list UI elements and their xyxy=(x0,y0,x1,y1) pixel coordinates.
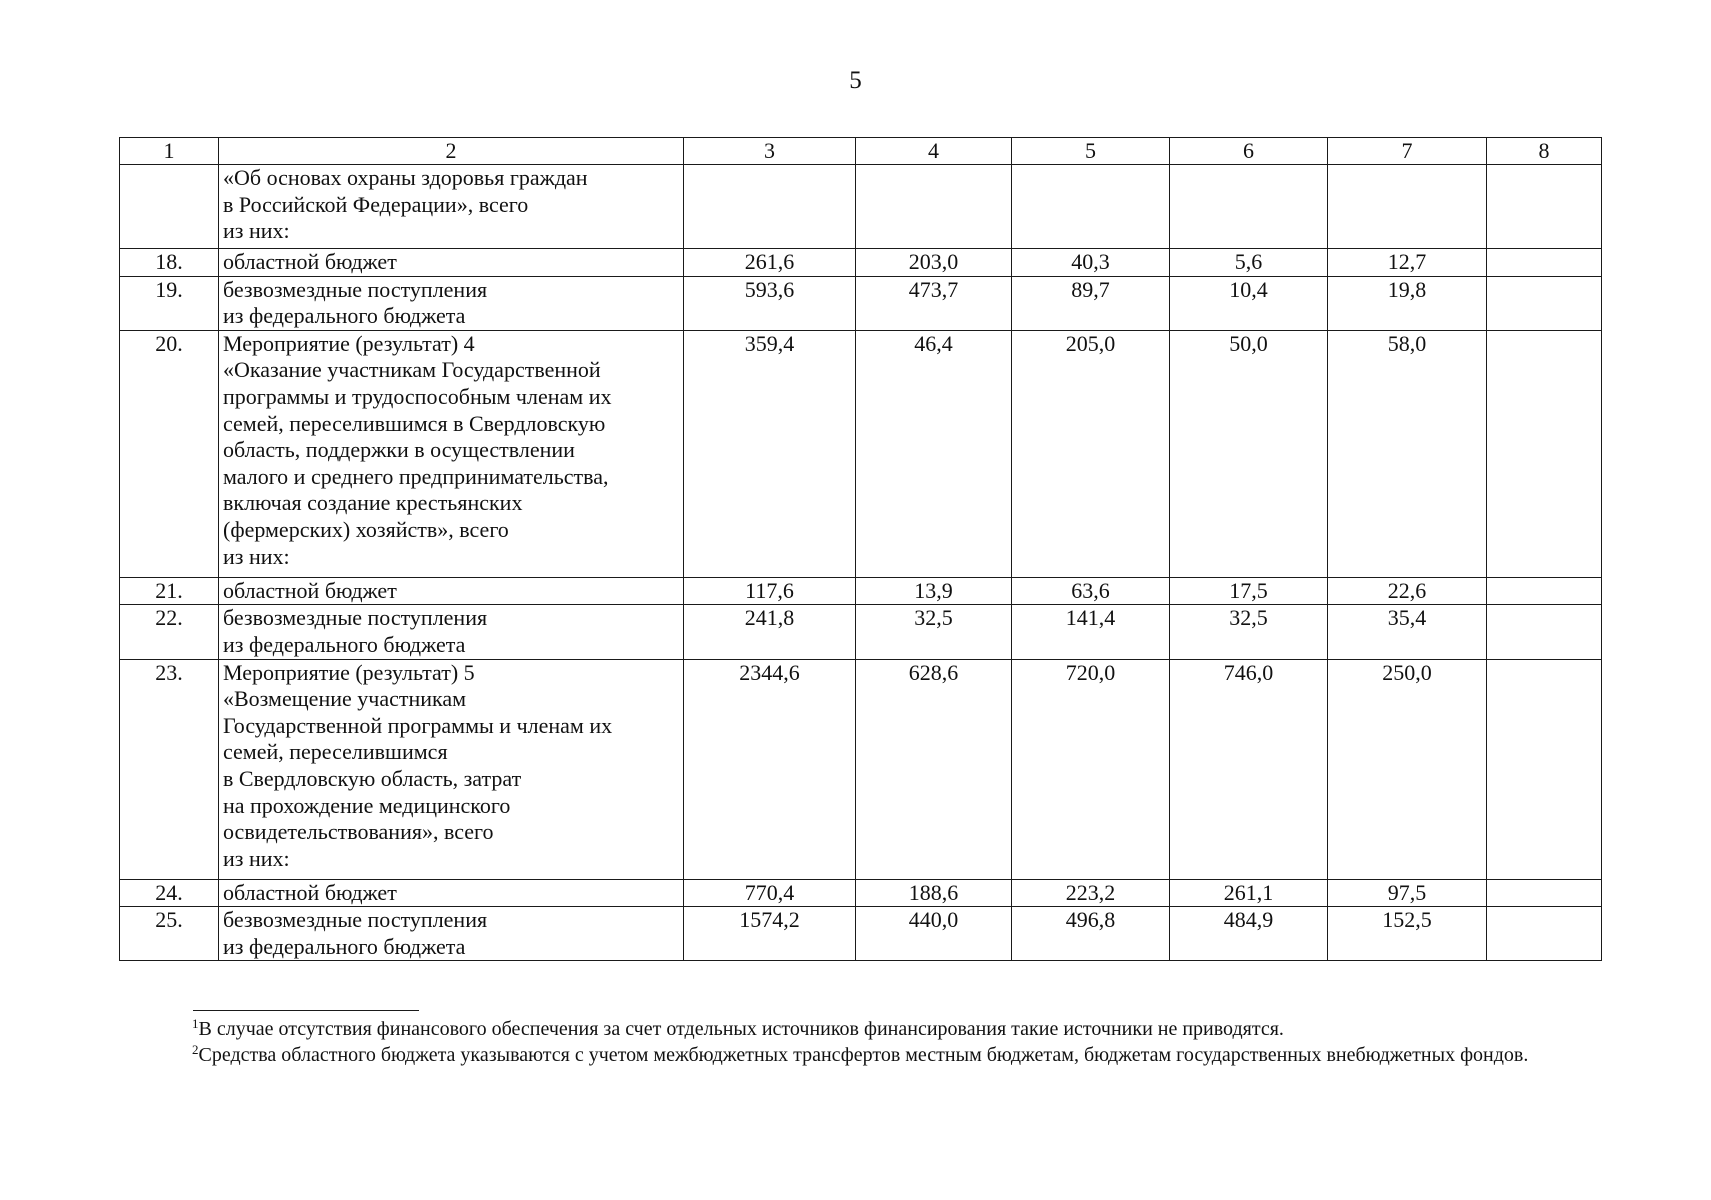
cell-col-4: 628,6 xyxy=(856,659,1012,879)
row-description: Мероприятие (результат) 5 «Возмещение участникам Государственной программы и членам их семей, переселившимся в Свердловскую область, затрат на прохождение медицинского освидетельствования», всего из них: xyxy=(219,659,684,879)
cell-col-6: 484,9 xyxy=(1170,907,1328,961)
cell-col-4: 13,9 xyxy=(856,577,1012,605)
budget-table xyxy=(119,137,1602,961)
table-row xyxy=(120,165,1602,249)
cell-col-7: 19,8 xyxy=(1328,276,1487,330)
column-header: 8 xyxy=(1487,138,1602,165)
cell-col-7: 22,6 xyxy=(1328,577,1487,605)
cell-col-7: 58,0 xyxy=(1328,330,1487,577)
row-description: безвозмездные поступления из федерального бюджета xyxy=(219,907,684,961)
cell-col-3: 770,4 xyxy=(684,879,856,907)
footnote-text: В случае отсутствия финансового обеспечения за счет отдельных источников финансирования такие источники не приводятся. xyxy=(198,1018,1284,1040)
cell-col-8 xyxy=(1487,605,1602,659)
column-header: 2 xyxy=(219,138,684,165)
row-number: 22. xyxy=(120,605,219,659)
cell-col-7: 35,4 xyxy=(1328,605,1487,659)
cell-col-4 xyxy=(856,165,1012,249)
cell-col-6: 5,6 xyxy=(1170,249,1328,277)
cell-col-6: 10,4 xyxy=(1170,276,1328,330)
cell-col-6: 17,5 xyxy=(1170,577,1328,605)
row-number xyxy=(120,165,219,249)
cell-col-4: 203,0 xyxy=(856,249,1012,277)
column-header: 5 xyxy=(1012,138,1170,165)
row-description: безвозмездные поступления из федерального бюджета xyxy=(219,605,684,659)
row-number: 20. xyxy=(120,330,219,577)
row-description: областной бюджет xyxy=(219,577,684,605)
footnotes xyxy=(119,1016,1601,1068)
cell-col-7: 250,0 xyxy=(1328,659,1487,879)
column-header: 7 xyxy=(1328,138,1487,165)
cell-col-4: 188,6 xyxy=(856,879,1012,907)
cell-col-3: 241,8 xyxy=(684,605,856,659)
row-description: «Об основах охраны здоровья граждан в Российской Федерации», всего из них: xyxy=(219,165,684,249)
cell-col-7: 97,5 xyxy=(1328,879,1487,907)
page-number: 5 xyxy=(849,67,862,94)
table-body xyxy=(120,165,1602,961)
row-number: 25. xyxy=(120,907,219,961)
row-description: областной бюджет xyxy=(219,879,684,907)
cell-col-3: 1574,2 xyxy=(684,907,856,961)
cell-col-6: 746,0 xyxy=(1170,659,1328,879)
cell-col-8 xyxy=(1487,879,1602,907)
cell-col-3: 261,6 xyxy=(684,249,856,277)
table-row xyxy=(120,577,1602,605)
cell-col-8 xyxy=(1487,659,1602,879)
column-header: 1 xyxy=(120,138,219,165)
table-row xyxy=(120,659,1602,879)
cell-col-8 xyxy=(1487,907,1602,961)
row-number: 19. xyxy=(120,276,219,330)
footnote-1 xyxy=(119,1016,1601,1042)
column-header: 6 xyxy=(1170,138,1328,165)
cell-col-8 xyxy=(1487,330,1602,577)
cell-col-3: 593,6 xyxy=(684,276,856,330)
footnote-text: Средства областного бюджета указываются с учетом межбюджетных трансфертов местным бюджетам, бюджетам государственных внебюджетных фондов. xyxy=(198,1044,1529,1066)
table-row xyxy=(120,605,1602,659)
table-header-row xyxy=(120,138,1602,165)
table-row xyxy=(120,879,1602,907)
cell-col-4: 473,7 xyxy=(856,276,1012,330)
cell-col-5: 205,0 xyxy=(1012,330,1170,577)
cell-col-5: 496,8 xyxy=(1012,907,1170,961)
table-row xyxy=(120,276,1602,330)
cell-col-4: 440,0 xyxy=(856,907,1012,961)
cell-col-5: 40,3 xyxy=(1012,249,1170,277)
table-row xyxy=(120,907,1602,961)
cell-col-5: 720,0 xyxy=(1012,659,1170,879)
row-number: 21. xyxy=(120,577,219,605)
table-row xyxy=(120,330,1602,577)
cell-col-4: 46,4 xyxy=(856,330,1012,577)
cell-col-3: 2344,6 xyxy=(684,659,856,879)
row-description: Мероприятие (результат) 4 «Оказание участникам Государственной программы и трудоспособным членам их семей, переселившимся в Свердловскую область, поддержки в осуществлении малого и среднего предпринимательства, включая создание крестьянских (фермерских) хозяйств», всего из них: xyxy=(219,330,684,577)
cell-col-8 xyxy=(1487,577,1602,605)
cell-col-6: 50,0 xyxy=(1170,330,1328,577)
cell-col-5: 141,4 xyxy=(1012,605,1170,659)
cell-col-8 xyxy=(1487,276,1602,330)
row-number: 23. xyxy=(120,659,219,879)
column-header: 3 xyxy=(684,138,856,165)
cell-col-5: 89,7 xyxy=(1012,276,1170,330)
cell-col-4: 32,5 xyxy=(856,605,1012,659)
footnote-2 xyxy=(119,1042,1601,1068)
footnote-separator xyxy=(193,1010,419,1011)
cell-col-5: 63,6 xyxy=(1012,577,1170,605)
cell-col-6 xyxy=(1170,165,1328,249)
cell-col-6: 261,1 xyxy=(1170,879,1328,907)
row-description: безвозмездные поступления из федерального бюджета xyxy=(219,276,684,330)
cell-col-8 xyxy=(1487,165,1602,249)
cell-col-7: 12,7 xyxy=(1328,249,1487,277)
footnote-mark: 1 xyxy=(192,1016,199,1031)
cell-col-7: 152,5 xyxy=(1328,907,1487,961)
cell-col-7 xyxy=(1328,165,1487,249)
row-number: 24. xyxy=(120,879,219,907)
cell-col-5 xyxy=(1012,165,1170,249)
cell-col-8 xyxy=(1487,249,1602,277)
cell-col-6: 32,5 xyxy=(1170,605,1328,659)
cell-col-3: 359,4 xyxy=(684,330,856,577)
row-description: областной бюджет xyxy=(219,249,684,277)
cell-col-5: 223,2 xyxy=(1012,879,1170,907)
footnote-mark: 2 xyxy=(192,1042,199,1057)
row-number: 18. xyxy=(120,249,219,277)
cell-col-3: 117,6 xyxy=(684,577,856,605)
column-header: 4 xyxy=(856,138,1012,165)
cell-col-3 xyxy=(684,165,856,249)
table-row xyxy=(120,249,1602,277)
